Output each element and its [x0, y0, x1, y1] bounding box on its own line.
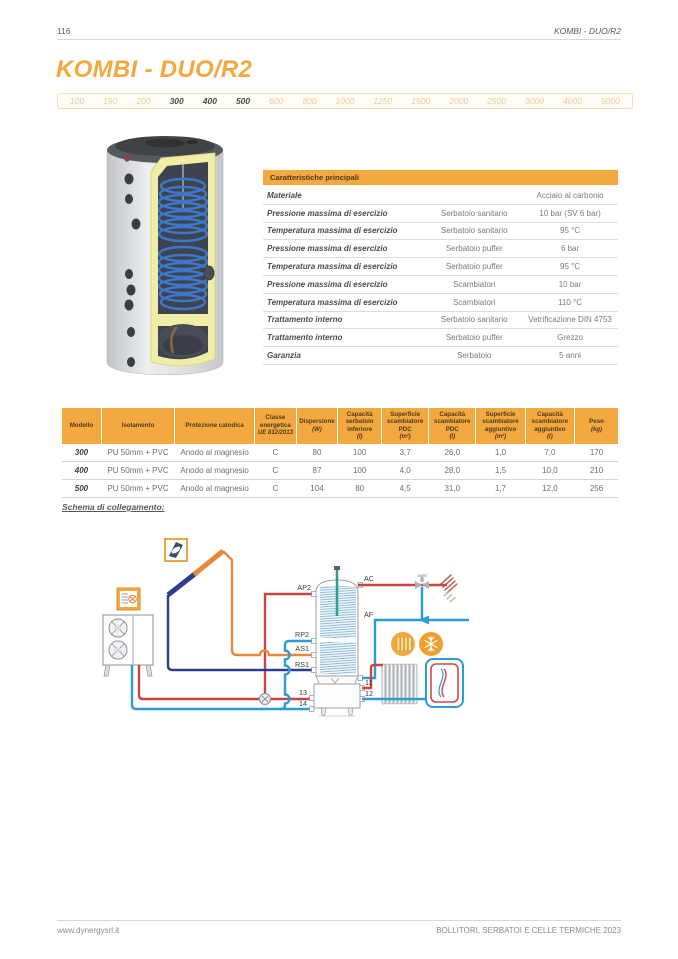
- radiator-icon: [391, 632, 415, 656]
- footer-catalog-title: BOLLITORI, SERBATOI E CELLE TERMICHE 2023: [436, 926, 621, 935]
- main-table-row: [62, 462, 618, 480]
- pipe-14: [132, 665, 310, 709]
- schema-label: Schema di collegamento:: [62, 502, 165, 512]
- main-table-cell: 87: [312, 466, 322, 475]
- main-table-cell: 28,0: [444, 466, 461, 475]
- main-table-cell: 104: [310, 484, 324, 493]
- size-option-300[interactable]: 300: [169, 96, 184, 106]
- char-table-cell: Trattamento interno: [267, 333, 343, 343]
- label-ac: AC: [364, 574, 374, 583]
- main-table-header-cell: Superficie scambiatore PDC (m²): [382, 408, 428, 444]
- characteristics-table: [263, 170, 618, 365]
- main-table-cell: Anodo al magnesio: [180, 466, 249, 475]
- char-table-row: [263, 205, 618, 223]
- char-table-cell: Scambiatori: [453, 297, 496, 307]
- char-table-cell: Scambiatori: [453, 279, 496, 289]
- char-table-cell: Serbatoio puffer: [445, 333, 503, 343]
- header-divider: [57, 39, 621, 40]
- char-table-cell: Grezzo: [557, 333, 583, 343]
- main-table-cell: PU 50mm + PVC: [107, 484, 169, 493]
- char-table-cell: 95 °C: [560, 262, 581, 272]
- char-table-row: [263, 347, 618, 365]
- main-table-cell: 10,0: [542, 466, 558, 475]
- label-af: AF: [364, 610, 374, 619]
- size-option-1000[interactable]: 1000: [335, 96, 355, 106]
- main-table-cell: Anodo al magnesio: [180, 484, 249, 493]
- main-table-cell: 4,5: [399, 484, 411, 493]
- main-table-cell: 80: [312, 448, 322, 457]
- heat-pump: [103, 615, 153, 676]
- main-table-cell: 256: [589, 484, 604, 493]
- size-option-5000[interactable]: 5000: [600, 96, 620, 106]
- main-table-cell: 500: [74, 484, 89, 493]
- char-table-cell: Temperatura massima di esercizio: [267, 297, 398, 307]
- header-product-name: KOMBI - DUO/R2: [553, 26, 621, 36]
- main-table-cell: 400: [74, 466, 89, 475]
- char-table-cell: 10 bar: [558, 279, 582, 289]
- footer-link[interactable]: www.dynergysrl.it: [57, 926, 120, 935]
- char-table-cell: Pressione massima di esercizio: [267, 208, 388, 218]
- main-table-cell: 100: [352, 466, 367, 475]
- main-table-row: [62, 444, 618, 462]
- char-table-cell: Serbatoio sanitario: [440, 208, 508, 218]
- af-flow-arrow: [419, 616, 429, 625]
- label-ap2: AP2: [297, 583, 311, 592]
- main-table-cell: 1,7: [494, 484, 507, 493]
- char-table-cell: Serbatoio: [457, 351, 492, 361]
- main-table-cell: C: [272, 466, 279, 475]
- main-table-cell: 1,0: [494, 448, 507, 457]
- char-table-row: [263, 329, 618, 347]
- main-table-cell: 170: [589, 448, 604, 457]
- char-table-cell: Serbatoio puffer: [445, 244, 503, 254]
- char-table-row: [263, 223, 618, 241]
- main-table-cell: C: [272, 448, 279, 457]
- char-table-row: [263, 276, 618, 294]
- char-table-cell: Vetrificazione DIN 4753: [528, 315, 612, 325]
- char-table-cell: Serbatoio sanitario: [440, 226, 508, 236]
- size-option-150[interactable]: 150: [103, 96, 118, 106]
- label-12: 12: [365, 689, 373, 698]
- heat-pump-controller-icon: [117, 588, 140, 610]
- main-table-header-cell: Protezione catodica: [175, 408, 254, 444]
- shower-icon: [441, 575, 457, 602]
- connection-diagram: [95, 528, 480, 743]
- mixing-valve-icon: [415, 575, 429, 590]
- size-option-200[interactable]: 200: [136, 96, 151, 106]
- solar-collector-icon: [165, 539, 187, 561]
- main-table-cell: 300: [74, 448, 89, 457]
- label-rs1: RS1: [295, 660, 309, 669]
- main-table-header-cell: Capacità scambiatore PDC (l): [429, 408, 475, 444]
- snowflake-icon: [419, 632, 443, 656]
- main-table-cell: PU 50mm + PVC: [107, 466, 169, 475]
- char-table-row: [263, 312, 618, 330]
- char-table-row: [263, 187, 618, 205]
- page-number: 116: [57, 26, 71, 36]
- char-table-cell: 95 °C: [560, 226, 581, 236]
- main-table-header-cell: Superficie scambiatore aggiuntivo (m²): [476, 408, 524, 444]
- char-table-cell: Serbatoio puffer: [445, 262, 503, 272]
- footer-divider: [57, 920, 621, 921]
- label-rp2: RP2: [295, 630, 309, 639]
- char-table-row: [263, 240, 618, 258]
- size-option-1500[interactable]: 1500: [411, 96, 431, 106]
- char-table-cell: Materiale: [267, 190, 302, 200]
- size-option-3000[interactable]: 3000: [525, 96, 545, 106]
- char-table-cell: Pressione massima di esercizio: [267, 279, 388, 289]
- main-table-rows: [62, 444, 618, 498]
- char-table-cell: 6 bar: [560, 244, 580, 254]
- pipe-as1: [223, 551, 312, 655]
- page-title: KOMBI - DUO/R2: [56, 56, 253, 83]
- size-option-600[interactable]: 600: [269, 96, 284, 106]
- main-table-cell: 31,0: [444, 484, 461, 493]
- pipe-rs1: [168, 595, 312, 670]
- char-table-cell: 5 anni: [559, 351, 581, 361]
- char-table-rows: [263, 187, 618, 365]
- size-selector: [57, 93, 633, 109]
- char-table-row: [263, 294, 618, 312]
- main-table-row: [62, 480, 618, 498]
- char-table-cell: Garanzia: [267, 351, 301, 361]
- main-table-cell: 4,0: [399, 466, 411, 475]
- main-table-cell: 80: [355, 484, 365, 493]
- main-table-cell: 210: [589, 466, 604, 475]
- main-table-header-cell: Isolamento: [102, 408, 174, 444]
- main-table-cell: 26,0: [444, 448, 461, 457]
- floor-heating-loop: [426, 659, 463, 707]
- size-option-500[interactable]: 500: [235, 96, 251, 106]
- size-option-400[interactable]: 400: [202, 96, 217, 106]
- char-table-cell: Serbatoio sanitario: [440, 315, 508, 325]
- char-table-cell: Trattamento interno: [267, 315, 343, 325]
- char-table-cell: 10 bar (SV 6 bar): [539, 208, 601, 218]
- main-table-header: [62, 408, 618, 444]
- char-table-cell: Temperatura massima di esercizio: [267, 262, 398, 272]
- char-table-cell: Temperatura massima di esercizio: [267, 226, 398, 236]
- label-11: 11: [365, 678, 373, 687]
- size-option-1250[interactable]: 1250: [373, 96, 393, 106]
- solar-collector-hot-side: [194, 551, 223, 575]
- main-table-cell: Anodo al magnesio: [180, 448, 249, 457]
- main-table-cell: 7,0: [544, 448, 556, 457]
- label-14: 14: [299, 699, 307, 708]
- char-table-cell: Pressione massima di esercizio: [267, 244, 388, 254]
- size-option-2000[interactable]: 2000: [449, 96, 469, 106]
- main-table-cell: 3,7: [399, 448, 411, 457]
- main-table-cell: 12,0: [542, 484, 558, 493]
- solar-collector-cold-side: [168, 573, 196, 595]
- char-table-cell: Acciaio al carbonio: [536, 190, 604, 200]
- size-option-100[interactable]: 100: [70, 96, 85, 106]
- main-table-cell: C: [272, 484, 279, 493]
- main-table-header-cell: Dispersione (W): [297, 408, 338, 444]
- main-table-header-cell: Classe energetica UE 812/2013: [255, 408, 296, 444]
- pump-icon: [260, 694, 271, 705]
- schema-tank: [310, 566, 365, 716]
- size-option-800[interactable]: 800: [302, 96, 317, 106]
- main-table-header-cell: Modello: [62, 408, 101, 444]
- label-as1: AS1: [295, 644, 309, 653]
- main-table-cell: 100: [352, 448, 367, 457]
- main-table-header-cell: Capacità serbatoio inferiore (l): [338, 408, 381, 444]
- label-13: 13: [299, 688, 307, 697]
- size-option-4000[interactable]: 4000: [563, 96, 582, 106]
- char-table-cell: 110 °C: [558, 297, 583, 307]
- main-table-cell: PU 50mm + PVC: [107, 448, 169, 457]
- characteristics-table-title: Caratteristiche principali: [263, 170, 618, 187]
- main-table-header-cell: Capacità scambiatore aggiuntivo (l): [526, 408, 574, 444]
- char-table-row: [263, 258, 618, 276]
- main-table-cell: 1,5: [494, 466, 507, 475]
- models-table: [62, 408, 618, 498]
- size-option-2500[interactable]: 2500: [487, 96, 507, 106]
- product-cutaway-image: [95, 112, 255, 402]
- main-table-header-cell: Peso (kg): [575, 408, 618, 444]
